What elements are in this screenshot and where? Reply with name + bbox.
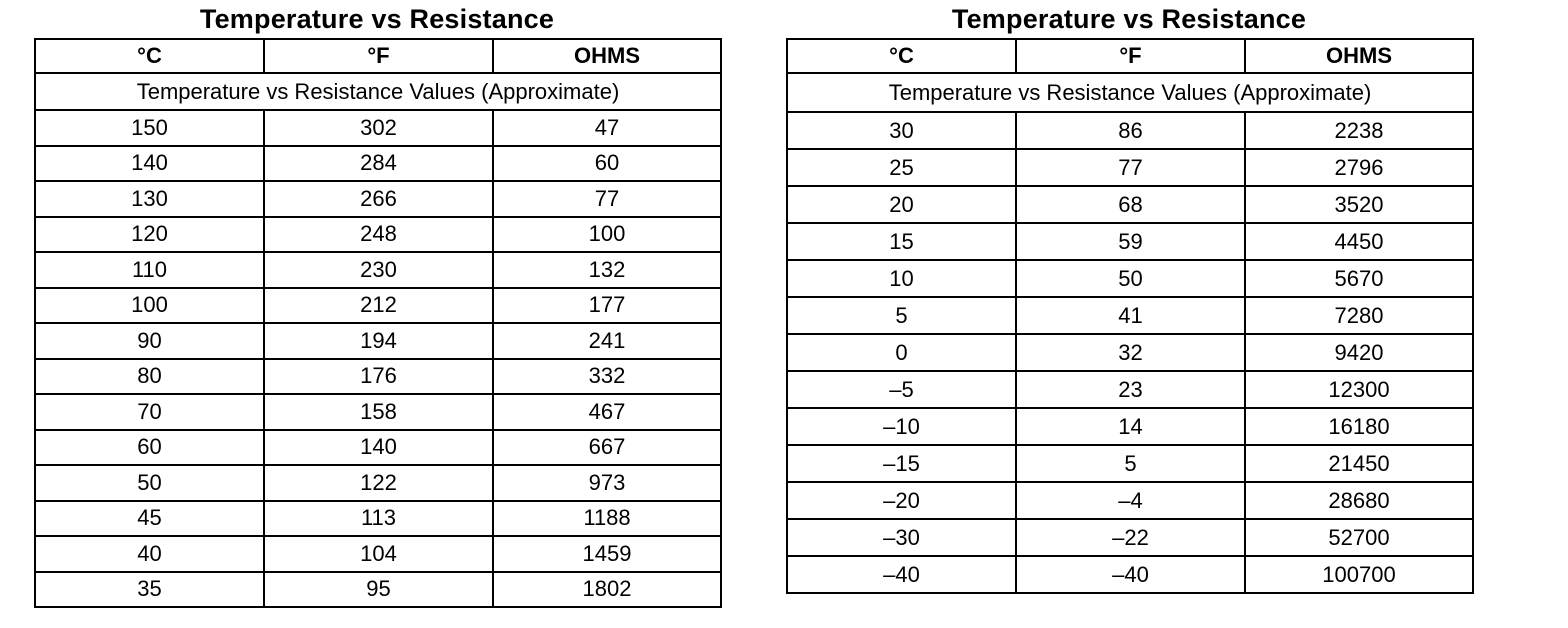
cell-celsius: 80 (35, 359, 264, 395)
cell-ohms: 177 (493, 288, 721, 324)
header-ohms: OHMS (1245, 39, 1473, 73)
table-body (35, 110, 721, 607)
cell-ohms: 1188 (493, 501, 721, 537)
cell-fahrenheit: 140 (264, 430, 493, 466)
header-celsius: °C (35, 39, 264, 73)
table-row (787, 149, 1473, 186)
cell-celsius: 30 (787, 112, 1016, 149)
cell-fahrenheit: 41 (1016, 297, 1245, 334)
cell-ohms: 16180 (1245, 408, 1473, 445)
header-row (787, 39, 1473, 73)
table-row (35, 181, 721, 217)
cell-fahrenheit: 266 (264, 181, 493, 217)
cell-celsius: 45 (35, 501, 264, 537)
table-row (35, 572, 721, 608)
table-row (787, 482, 1473, 519)
cell-ohms: 28680 (1245, 482, 1473, 519)
cell-fahrenheit: 284 (264, 146, 493, 182)
cell-celsius: 150 (35, 110, 264, 146)
table-row (35, 146, 721, 182)
header-celsius: °C (787, 39, 1016, 73)
table-title: Temperature vs Resistance (199, 4, 555, 34)
cell-celsius: 110 (35, 252, 264, 288)
cell-fahrenheit: 194 (264, 323, 493, 359)
cell-ohms: 1459 (493, 536, 721, 572)
cell-ohms: 5670 (1245, 260, 1473, 297)
cell-celsius: 5 (787, 297, 1016, 334)
cell-fahrenheit: 230 (264, 252, 493, 288)
cell-fahrenheit: 50 (1016, 260, 1245, 297)
cell-fahrenheit: 95 (264, 572, 493, 608)
cell-celsius: –20 (787, 482, 1016, 519)
cell-ohms: 21450 (1245, 445, 1473, 482)
table-row (35, 217, 721, 253)
cell-ohms: 241 (493, 323, 721, 359)
table-row (787, 408, 1473, 445)
cell-ohms: 973 (493, 465, 721, 501)
table-row (35, 252, 721, 288)
header-fahrenheit: °F (264, 39, 493, 73)
header-row (35, 39, 721, 73)
cell-fahrenheit: 158 (264, 394, 493, 430)
cell-fahrenheit: 23 (1016, 371, 1245, 408)
cell-fahrenheit: –40 (1016, 556, 1245, 593)
cell-ohms: 132 (493, 252, 721, 288)
cell-ohms: 60 (493, 146, 721, 182)
cell-fahrenheit: 104 (264, 536, 493, 572)
cell-ohms: 332 (493, 359, 721, 395)
table-row (35, 536, 721, 572)
cell-celsius: 130 (35, 181, 264, 217)
header-fahrenheit: °F (1016, 39, 1245, 73)
cell-ohms: 12300 (1245, 371, 1473, 408)
table-row (787, 223, 1473, 260)
cell-fahrenheit: 212 (264, 288, 493, 324)
resistance-table (786, 38, 1474, 594)
cell-ohms: 47 (493, 110, 721, 146)
cell-fahrenheit: 302 (264, 110, 493, 146)
cell-celsius: 40 (35, 536, 264, 572)
cell-fahrenheit: 68 (1016, 186, 1245, 223)
left-table-panel (34, 0, 720, 608)
cell-celsius: 120 (35, 217, 264, 253)
table-row (787, 334, 1473, 371)
table-row (787, 445, 1473, 482)
cell-celsius: 25 (787, 149, 1016, 186)
cell-celsius: –15 (787, 445, 1016, 482)
cell-celsius: –30 (787, 519, 1016, 556)
resistance-table (34, 38, 722, 608)
cell-fahrenheit: 248 (264, 217, 493, 253)
table-row (35, 359, 721, 395)
right-table-panel (786, 0, 1472, 594)
cell-celsius: 50 (35, 465, 264, 501)
cell-fahrenheit: 59 (1016, 223, 1245, 260)
header-ohms: OHMS (493, 39, 721, 73)
table-note: Temperature vs Resistance Values (Approximate) (787, 73, 1473, 112)
table-row (787, 556, 1473, 593)
cell-ohms: 3520 (1245, 186, 1473, 223)
table-title: Temperature vs Resistance (951, 4, 1307, 34)
cell-fahrenheit: 86 (1016, 112, 1245, 149)
table-row (787, 297, 1473, 334)
cell-ohms: 2238 (1245, 112, 1473, 149)
cell-fahrenheit: 14 (1016, 408, 1245, 445)
cell-ohms: 4450 (1245, 223, 1473, 260)
cell-ohms: 100700 (1245, 556, 1473, 593)
cell-celsius: 90 (35, 323, 264, 359)
cell-fahrenheit: 5 (1016, 445, 1245, 482)
cell-ohms: 667 (493, 430, 721, 466)
cell-celsius: 60 (35, 430, 264, 466)
cell-fahrenheit: –22 (1016, 519, 1245, 556)
table-row (787, 519, 1473, 556)
cell-fahrenheit: 113 (264, 501, 493, 537)
table-body (787, 112, 1473, 593)
table-row (787, 186, 1473, 223)
table-row (35, 465, 721, 501)
cell-fahrenheit: 122 (264, 465, 493, 501)
cell-ohms: 2796 (1245, 149, 1473, 186)
cell-celsius: 35 (35, 572, 264, 608)
table-row (35, 501, 721, 537)
table-row (35, 323, 721, 359)
note-row (35, 73, 721, 110)
table-note: Temperature vs Resistance Values (Approximate) (35, 73, 721, 110)
cell-ohms: 7280 (1245, 297, 1473, 334)
cell-ohms: 467 (493, 394, 721, 430)
cell-ohms: 77 (493, 181, 721, 217)
cell-fahrenheit: –4 (1016, 482, 1245, 519)
cell-fahrenheit: 32 (1016, 334, 1245, 371)
cell-celsius: –5 (787, 371, 1016, 408)
cell-celsius: –40 (787, 556, 1016, 593)
cell-celsius: 70 (35, 394, 264, 430)
cell-celsius: 15 (787, 223, 1016, 260)
cell-ohms: 9420 (1245, 334, 1473, 371)
table-row (35, 430, 721, 466)
table-row (35, 394, 721, 430)
table-row (787, 112, 1473, 149)
table-row (35, 110, 721, 146)
table-row (787, 371, 1473, 408)
cell-fahrenheit: 176 (264, 359, 493, 395)
cell-ohms: 1802 (493, 572, 721, 608)
cell-celsius: 140 (35, 146, 264, 182)
cell-celsius: 10 (787, 260, 1016, 297)
cell-celsius: –10 (787, 408, 1016, 445)
table-row (35, 288, 721, 324)
cell-fahrenheit: 77 (1016, 149, 1245, 186)
cell-ohms: 100 (493, 217, 721, 253)
cell-celsius: 20 (787, 186, 1016, 223)
note-row (787, 73, 1473, 112)
cell-ohms: 52700 (1245, 519, 1473, 556)
cell-celsius: 100 (35, 288, 264, 324)
cell-celsius: 0 (787, 334, 1016, 371)
table-row (787, 260, 1473, 297)
